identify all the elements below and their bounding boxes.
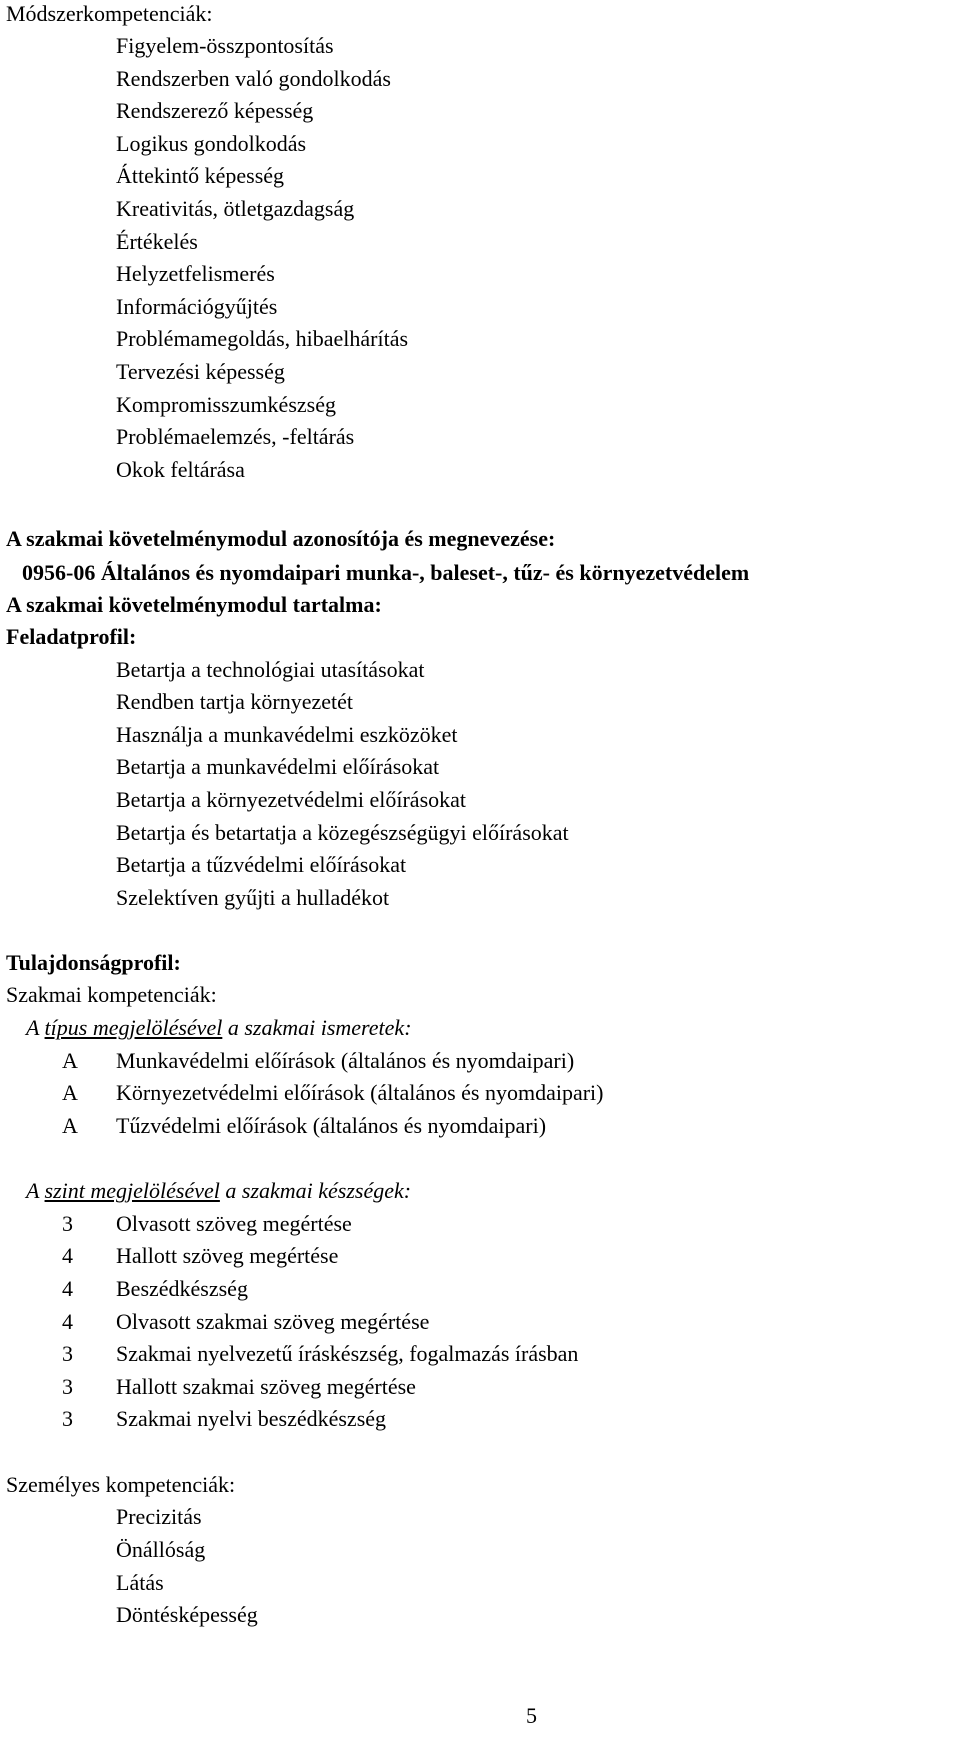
skill-text: Olvasott szakmai szöveg megértése [116, 1309, 430, 1334]
list-item: Figyelem-összpontosítás [116, 33, 334, 58]
list-item: Értékelés [116, 229, 198, 254]
knowledge-heading-suffix: a szakmai ismeretek: [222, 1015, 412, 1040]
methodological-title: Módszerkompetenciák: [6, 1, 213, 26]
list-item: Problémaelemzés, -feltárás [116, 424, 355, 449]
skills-heading-underlined: szint megjelölésével [44, 1178, 220, 1203]
list-item: Okok feltárása [116, 457, 245, 482]
list-item: Kreativitás, ötletgazdagság [116, 196, 355, 221]
knowledge-text: Tűzvédelmi előírások (általános és nyomdaipari) [116, 1113, 547, 1138]
list-item: Betartja a környezetvédelmi előírásokat [116, 787, 467, 812]
skill-level: 3 [62, 1211, 73, 1236]
list-item [0, 1309, 960, 1335]
skill-level: 4 [62, 1276, 73, 1301]
list-item [0, 1243, 960, 1269]
knowledge-heading-underlined: típus megjelölésével [44, 1015, 223, 1040]
list-item: Rendszerező képesség [116, 98, 314, 123]
list-item: Önállóság [116, 1537, 206, 1562]
skills-heading [26, 1178, 411, 1204]
skill-text: Szakmai nyelvi beszédkészség [116, 1406, 387, 1431]
list-item: Betartja a tűzvédelmi előírásokat [116, 852, 407, 877]
list-item: Rendben tartja környezetét [116, 689, 354, 714]
list-item: Használja a munkavédelmi eszközöket [116, 722, 458, 747]
knowledge-text: Munkavédelmi előírások (általános és nyomdaipari) [116, 1048, 575, 1073]
skill-text: Szakmai nyelvezetű íráskészség, fogalmazás írásban [116, 1341, 579, 1366]
professional-competencies-title: Szakmai kompetenciák: [6, 982, 217, 1007]
module-id-line: 0956-06 Általános és nyomdaipari munka-, baleset-, tűz- és környezetvédelem [22, 560, 750, 585]
skill-text: Hallott szakmai szöveg megértése [116, 1374, 416, 1399]
list-item [0, 1080, 960, 1106]
skills-heading-suffix: a szakmai készségek: [219, 1178, 412, 1203]
list-item: Információgyűjtés [116, 294, 278, 319]
module-id-heading: A szakmai követelménymodul azonosítója és megnevezése: [6, 526, 556, 551]
module-content-heading: A szakmai követelménymodul tartalma: [6, 592, 382, 617]
list-item [0, 1048, 960, 1074]
list-item [0, 1276, 960, 1302]
skill-text: Beszédkészség [116, 1276, 248, 1301]
personal-competencies-title: Személyes kompetenciák: [6, 1472, 236, 1497]
skill-level: 3 [62, 1374, 73, 1399]
list-item: Áttekintő képesség [116, 163, 285, 188]
knowledge-text: Környezetvédelmi előírások (általános és nyomdaipari) [116, 1080, 604, 1105]
knowledge-level: A [62, 1113, 78, 1138]
list-item [0, 1406, 960, 1432]
skill-level: 4 [62, 1243, 73, 1268]
list-item [0, 1341, 960, 1367]
knowledge-heading-prefix: A [26, 1015, 45, 1040]
list-item [0, 1113, 960, 1139]
list-item: Betartja és betartatja a közegészségügyi előírásokat [116, 820, 569, 845]
list-item [0, 1374, 960, 1400]
list-item: Precizitás [116, 1504, 202, 1529]
list-item [0, 1211, 960, 1237]
list-item: Tervezési képesség [116, 359, 285, 384]
skill-text: Hallott szöveg megértése [116, 1243, 339, 1268]
list-item: Logikus gondolkodás [116, 131, 307, 156]
property-profile-title: Tulajdonságprofil: [6, 950, 181, 975]
skill-level: 3 [62, 1341, 73, 1366]
task-profile-title: Feladatprofil: [6, 624, 137, 649]
knowledge-heading [26, 1015, 412, 1041]
list-item: Rendszerben való gondolkodás [116, 66, 391, 91]
list-item: Problémamegoldás, hibaelhárítás [116, 326, 409, 351]
skills-heading-prefix: A [26, 1178, 45, 1203]
page-number: 5 [526, 1703, 537, 1728]
skill-text: Olvasott szöveg megértése [116, 1211, 352, 1236]
list-item: Látás [116, 1570, 164, 1595]
list-item: Szelektíven gyűjti a hulladékot [116, 885, 390, 910]
skill-level: 3 [62, 1406, 73, 1431]
skill-level: 4 [62, 1309, 73, 1334]
list-item: Kompromisszumkészség [116, 392, 336, 417]
list-item: Betartja a munkavédelmi előírásokat [116, 754, 440, 779]
knowledge-level: A [62, 1048, 78, 1073]
list-item: Döntésképesség [116, 1602, 258, 1627]
knowledge-level: A [62, 1080, 78, 1105]
list-item: Helyzetfelismerés [116, 261, 275, 286]
list-item: Betartja a technológiai utasításokat [116, 657, 425, 682]
